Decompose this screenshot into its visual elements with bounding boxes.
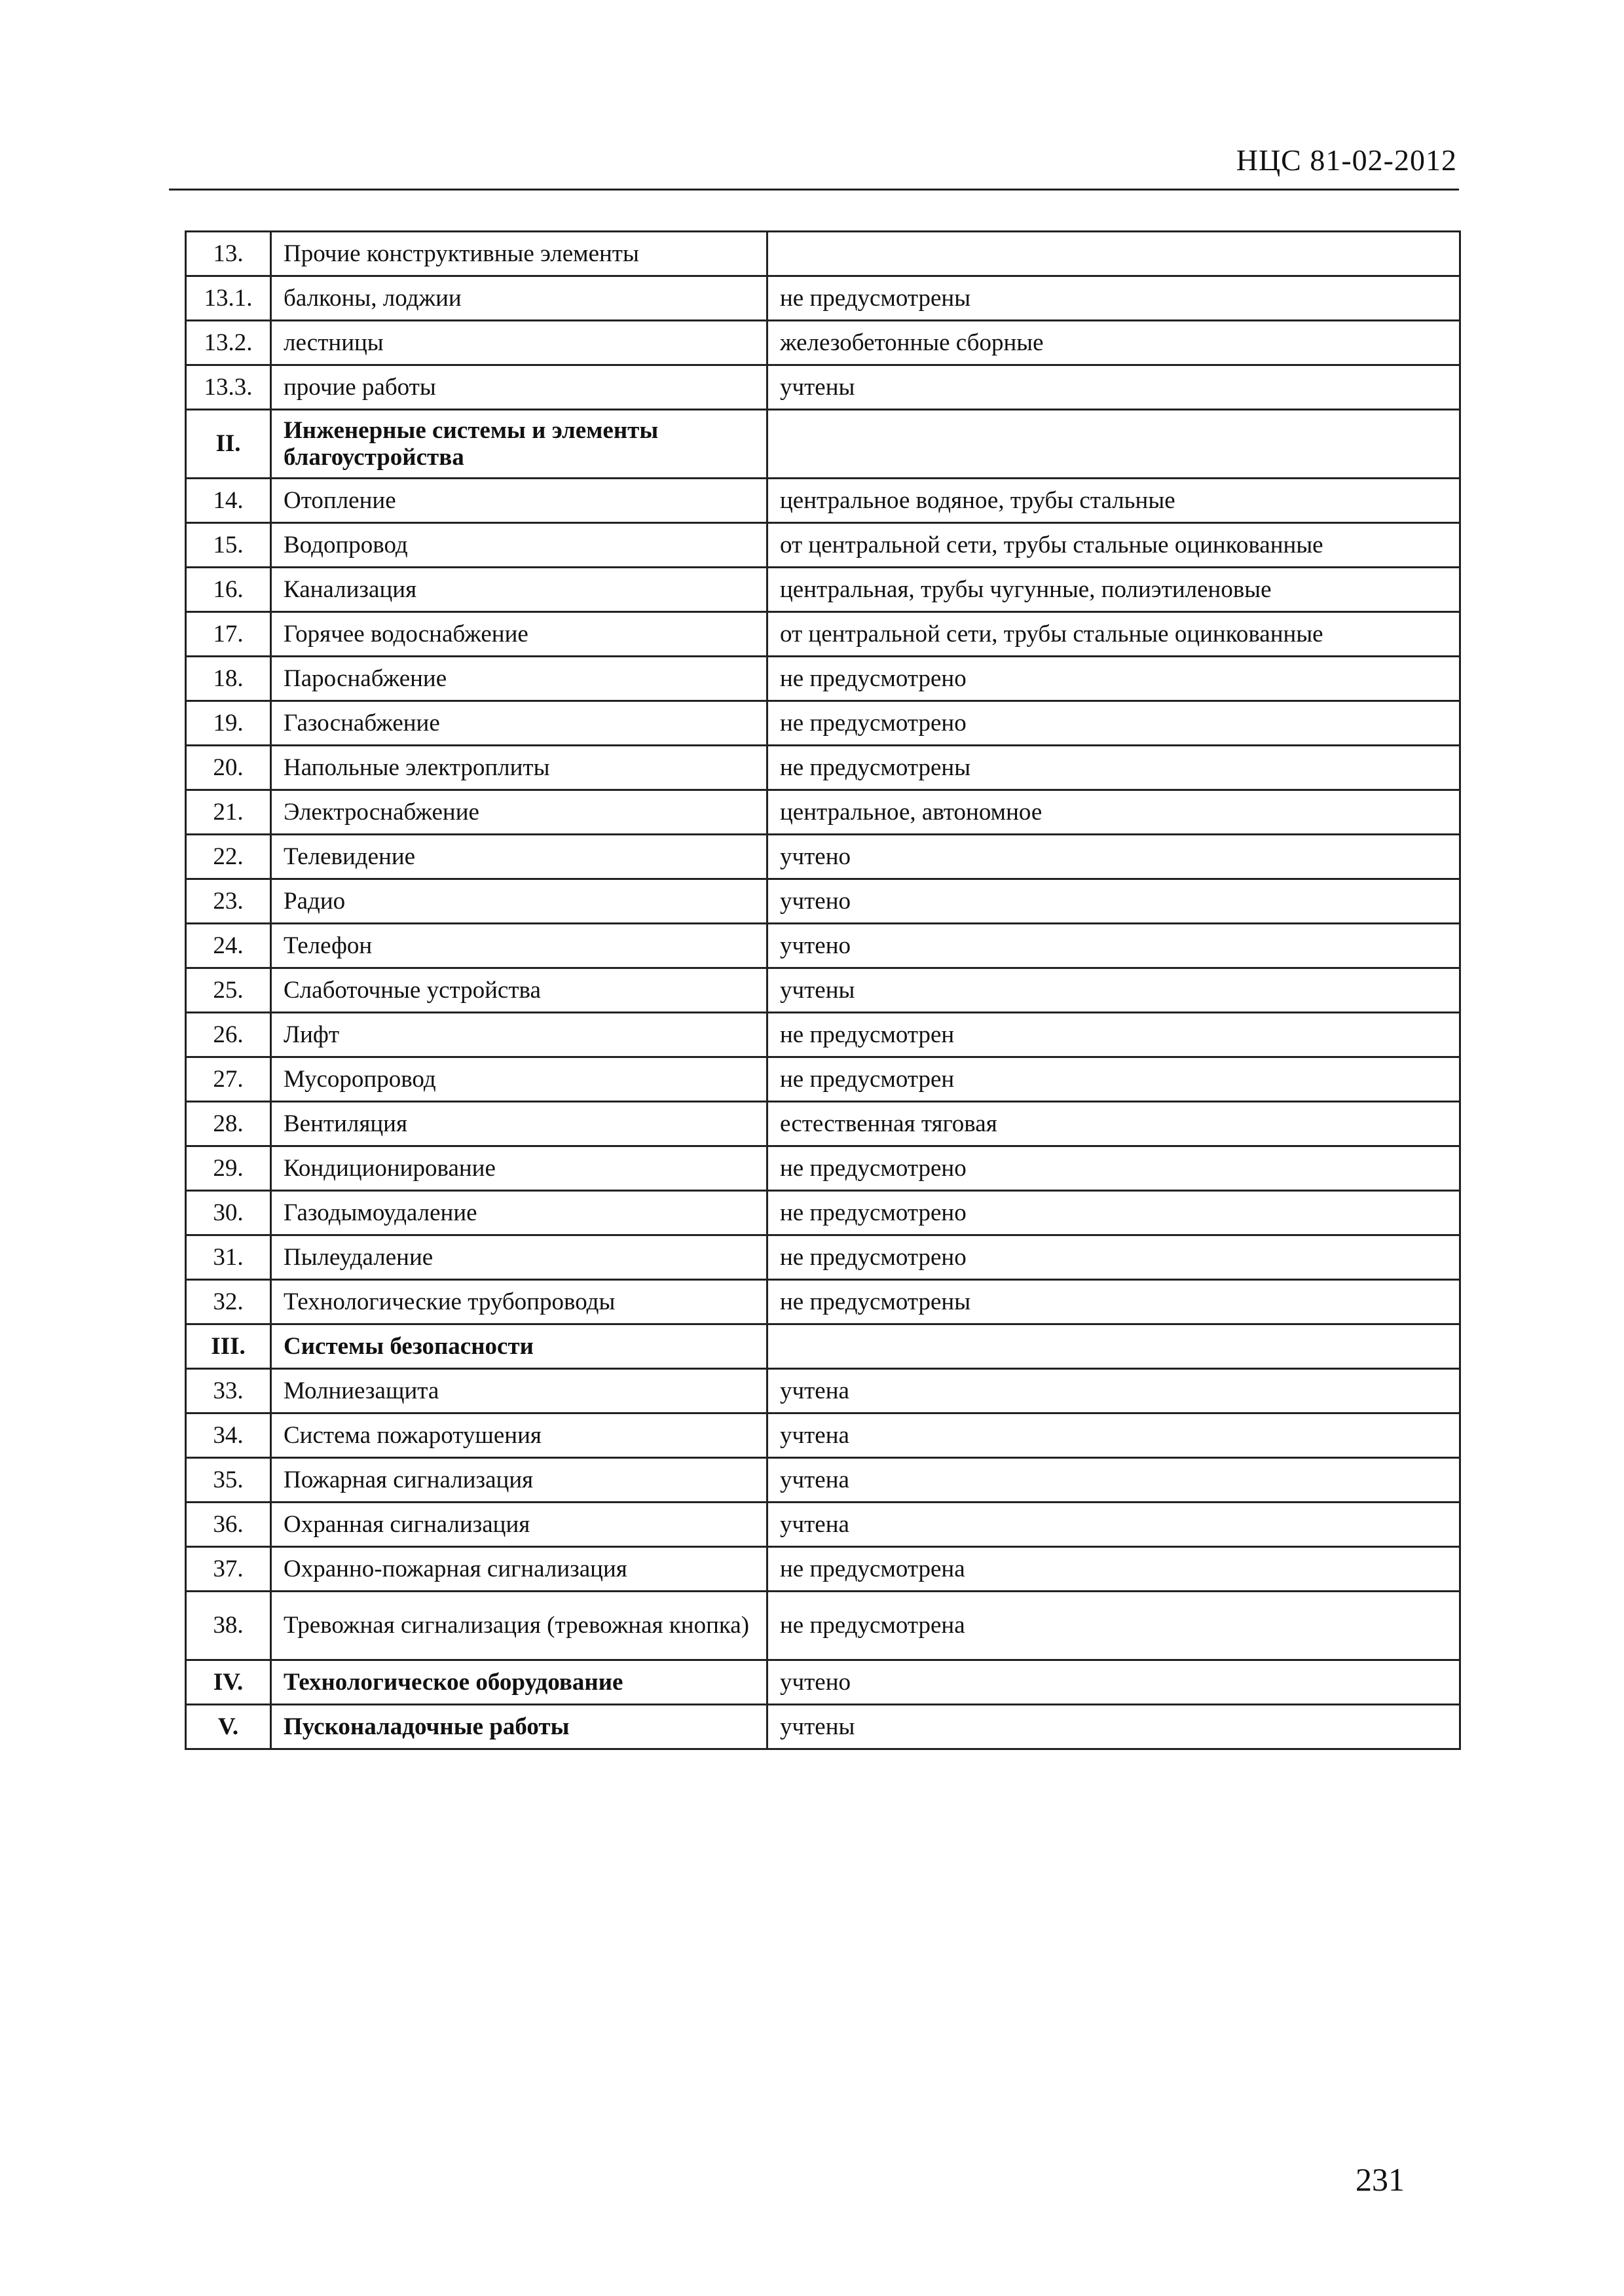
row-value: не предусмотрены: [767, 276, 1460, 321]
row-number: 24.: [186, 924, 271, 968]
row-value: естественная тяговая: [767, 1102, 1460, 1146]
table-row: [186, 232, 1460, 276]
row-value: железобетонные сборные: [767, 321, 1460, 365]
table-row: [186, 321, 1460, 365]
section-number: IV.: [186, 1660, 271, 1705]
row-number: 25.: [186, 968, 271, 1013]
row-value: от центральной сети, трубы стальные оцинкованные: [767, 612, 1460, 657]
row-number: 22.: [186, 835, 271, 879]
row-number: 36.: [186, 1503, 271, 1547]
row-number: 13.1.: [186, 276, 271, 321]
row-number: 20.: [186, 746, 271, 790]
row-name: Молниезащита: [271, 1369, 767, 1413]
row-value: [767, 410, 1460, 479]
document-code: НЦС 81-02-2012: [1236, 143, 1457, 177]
row-value: не предусмотрен: [767, 1013, 1460, 1057]
row-name: Газодымоудаление: [271, 1191, 767, 1235]
row-number: 19.: [186, 701, 271, 746]
table-row: [186, 1369, 1460, 1413]
row-name: Горячее водоснабжение: [271, 612, 767, 657]
row-value: не предусмотрено: [767, 1191, 1460, 1235]
table-row: [186, 612, 1460, 657]
row-name: Мусоропровод: [271, 1057, 767, 1102]
row-value: не предусмотрена: [767, 1592, 1460, 1660]
section-title: Пусконаладочные работы: [271, 1705, 767, 1749]
row-value: учтено: [767, 924, 1460, 968]
section-row: [186, 410, 1460, 479]
row-name: Вентиляция: [271, 1102, 767, 1146]
table-row: [186, 746, 1460, 790]
section-title: Системы безопасности: [271, 1324, 767, 1369]
row-number: 37.: [186, 1547, 271, 1592]
row-number: 31.: [186, 1235, 271, 1280]
row-name: Водопровод: [271, 523, 767, 568]
table-row: [186, 924, 1460, 968]
table-row: [186, 968, 1460, 1013]
row-name: Тревожная сигнализация (тревожная кнопка): [271, 1592, 767, 1660]
row-value: учтено: [767, 835, 1460, 879]
row-number: 27.: [186, 1057, 271, 1102]
row-number: 18.: [186, 657, 271, 701]
table-row: [186, 1592, 1460, 1660]
row-value: [767, 232, 1460, 276]
table-row: [186, 1458, 1460, 1503]
row-value: не предусмотрен: [767, 1057, 1460, 1102]
table-row: [186, 879, 1460, 924]
section-number: II.: [186, 410, 271, 479]
table-row: [186, 276, 1460, 321]
row-name: балконы, лоджии: [271, 276, 767, 321]
row-name: Прочие конструктивные элементы: [271, 232, 767, 276]
table-row: [186, 1013, 1460, 1057]
row-value: центральное водяное, трубы стальные: [767, 479, 1460, 523]
row-name: Технологические трубопроводы: [271, 1280, 767, 1324]
row-value: не предусмотрено: [767, 701, 1460, 746]
section-title: Инженерные системы и элементы благоустройства: [271, 410, 767, 479]
row-name: Охранная сигнализация: [271, 1503, 767, 1547]
table-row: [186, 790, 1460, 835]
row-name: Газоснабжение: [271, 701, 767, 746]
table-row: [186, 1413, 1460, 1458]
row-value: учтена: [767, 1413, 1460, 1458]
row-value: учтено: [767, 1660, 1460, 1705]
row-value: не предусмотрены: [767, 1280, 1460, 1324]
table-row: [186, 657, 1460, 701]
table-row: [186, 1102, 1460, 1146]
table-row: [186, 568, 1460, 612]
row-number: 30.: [186, 1191, 271, 1235]
section-row: [186, 1660, 1460, 1705]
row-number: 14.: [186, 479, 271, 523]
row-name: Пароснабжение: [271, 657, 767, 701]
row-name: Кондиционирование: [271, 1146, 767, 1191]
row-value: учтена: [767, 1503, 1460, 1547]
row-number: 35.: [186, 1458, 271, 1503]
row-value: учтено: [767, 879, 1460, 924]
row-value: от центральной сети, трубы стальные оцинкованные: [767, 523, 1460, 568]
row-name: Отопление: [271, 479, 767, 523]
section-title: Технологическое оборудование: [271, 1660, 767, 1705]
table-row: [186, 1146, 1460, 1191]
row-number: 15.: [186, 523, 271, 568]
table-row: [186, 1503, 1460, 1547]
row-name: Лифт: [271, 1013, 767, 1057]
row-number: 13.2.: [186, 321, 271, 365]
row-name: Пожарная сигнализация: [271, 1458, 767, 1503]
row-value: не предусмотрено: [767, 1235, 1460, 1280]
page-number: 231: [1356, 2161, 1405, 2198]
row-value: не предусмотрены: [767, 746, 1460, 790]
row-value: не предусмотрено: [767, 657, 1460, 701]
row-number: 38.: [186, 1592, 271, 1660]
row-number: 16.: [186, 568, 271, 612]
table-row: [186, 523, 1460, 568]
section-row: [186, 1705, 1460, 1749]
row-number: 13.: [186, 232, 271, 276]
row-number: 13.3.: [186, 365, 271, 410]
header-divider: [169, 189, 1459, 191]
table-row: [186, 1057, 1460, 1102]
row-number: 26.: [186, 1013, 271, 1057]
row-name: Телефон: [271, 924, 767, 968]
row-name: Канализация: [271, 568, 767, 612]
table-row: [186, 479, 1460, 523]
table-row: [186, 1280, 1460, 1324]
row-number: 29.: [186, 1146, 271, 1191]
row-number: 17.: [186, 612, 271, 657]
row-value: учтены: [767, 968, 1460, 1013]
row-name: Электроснабжение: [271, 790, 767, 835]
row-name: Система пожаротушения: [271, 1413, 767, 1458]
table-row: [186, 365, 1460, 410]
row-name: Напольные электроплиты: [271, 746, 767, 790]
table-row: [186, 1235, 1460, 1280]
table-row: [186, 835, 1460, 879]
row-value: не предусмотрена: [767, 1547, 1460, 1592]
table-row: [186, 701, 1460, 746]
table-row: [186, 1191, 1460, 1235]
row-number: 28.: [186, 1102, 271, 1146]
row-number: 23.: [186, 879, 271, 924]
row-value: учтена: [767, 1458, 1460, 1503]
row-value: [767, 1324, 1460, 1369]
row-number: 34.: [186, 1413, 271, 1458]
specification-table: [185, 230, 1461, 1750]
row-value: центральное, автономное: [767, 790, 1460, 835]
row-name: Пылеудаление: [271, 1235, 767, 1280]
section-number: III.: [186, 1324, 271, 1369]
row-name: Телевидение: [271, 835, 767, 879]
row-name: лестницы: [271, 321, 767, 365]
row-value: учтена: [767, 1369, 1460, 1413]
row-number: 33.: [186, 1369, 271, 1413]
row-name: прочие работы: [271, 365, 767, 410]
section-number: V.: [186, 1705, 271, 1749]
row-name: Охранно-пожарная сигнализация: [271, 1547, 767, 1592]
section-row: [186, 1324, 1460, 1369]
row-number: 21.: [186, 790, 271, 835]
row-name: Слаботочные устройства: [271, 968, 767, 1013]
row-value: учтены: [767, 365, 1460, 410]
table-row: [186, 1547, 1460, 1592]
row-value: не предусмотрено: [767, 1146, 1460, 1191]
row-value: центральная, трубы чугунные, полиэтиленовые: [767, 568, 1460, 612]
row-number: 32.: [186, 1280, 271, 1324]
row-value: учтены: [767, 1705, 1460, 1749]
row-name: Радио: [271, 879, 767, 924]
